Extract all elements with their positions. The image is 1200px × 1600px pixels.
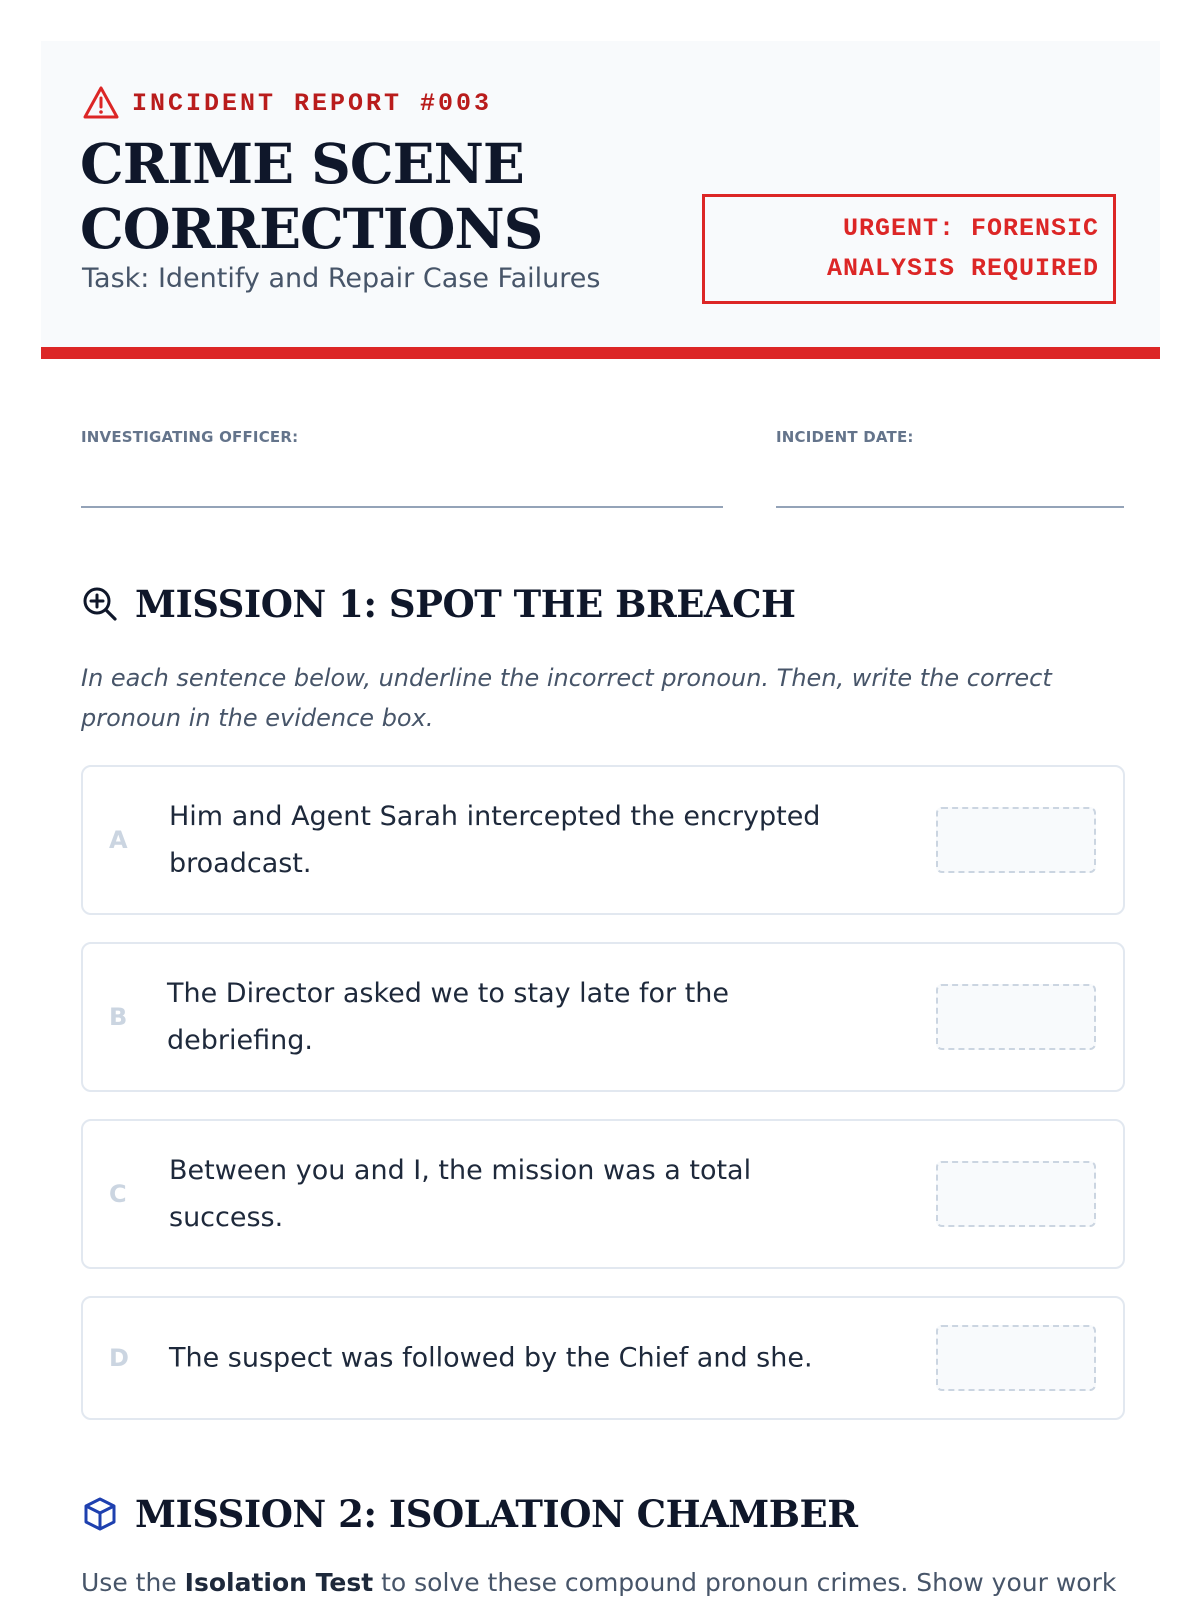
- evidence-box-input[interactable]: [936, 984, 1096, 1050]
- item-sentence: Him and Agent Sarah intercepted the encrypted broadcast.: [169, 801, 821, 879]
- date-field[interactable]: [776, 506, 1124, 508]
- title-line-1: CRIME SCENE: [80, 131, 524, 196]
- report-number: INCIDENT REPORT #003: [132, 88, 493, 118]
- urgent-line-1: URGENT: FORENSIC: [842, 214, 1099, 243]
- mission-2-text-start: Use the: [81, 1568, 185, 1597]
- report-tag: [82, 85, 492, 121]
- evidence-item-d: [81, 1296, 1125, 1420]
- page-subtitle: Task: Identify and Repair Case Failures: [82, 263, 601, 294]
- item-sentence: Between you and I, the mission was a total success.: [169, 1155, 752, 1233]
- mission-1-title: MISSION 1: SPOT THE BREACH: [135, 582, 796, 626]
- cube-icon: [81, 1495, 119, 1533]
- evidence-box-input[interactable]: [936, 1161, 1096, 1227]
- evidence-box-input[interactable]: [936, 1325, 1096, 1391]
- report-header: [41, 41, 1160, 359]
- item-letter: D: [109, 1344, 129, 1372]
- page-title: [80, 131, 680, 261]
- item-sentence: The Director asked we to stay late for the debriefing.: [167, 978, 730, 1056]
- item-letter: B: [109, 1003, 128, 1031]
- evidence-box-input[interactable]: [936, 807, 1096, 873]
- urgent-notice: [702, 194, 1116, 304]
- mission-1-instructions: In each sentence below, underline the incorrect pronoun. Then, write the correct pronoun in the evidence box.: [81, 664, 1052, 732]
- mission-1-heading: [81, 582, 796, 626]
- warning-triangle-icon: [82, 85, 120, 121]
- magnifier-plus-icon: [81, 585, 119, 623]
- mission-2-instructions: [81, 1568, 1141, 1597]
- mission-2-heading: [81, 1492, 857, 1536]
- evidence-item-c: [81, 1119, 1125, 1269]
- urgent-line-2: ANALYSIS REQUIRED: [826, 254, 1099, 283]
- evidence-item-b: [81, 942, 1125, 1092]
- item-letter: A: [109, 826, 128, 854]
- mission-2-title: MISSION 2: ISOLATION CHAMBER: [135, 1492, 858, 1536]
- evidence-item-a: [81, 765, 1125, 915]
- date-label: INCIDENT DATE:: [776, 428, 914, 446]
- officer-field[interactable]: [81, 506, 723, 508]
- item-letter: C: [109, 1180, 127, 1208]
- item-sentence: The suspect was followed by the Chief and she.: [169, 1342, 813, 1374]
- title-line-2: CORRECTIONS: [80, 196, 543, 261]
- isolation-test-term: Isolation Test: [184, 1568, 374, 1597]
- officer-label: INVESTIGATING OFFICER:: [81, 428, 299, 446]
- mission-2-text-end: to solve these compound pronoun crimes. Show your work: [373, 1568, 1117, 1597]
